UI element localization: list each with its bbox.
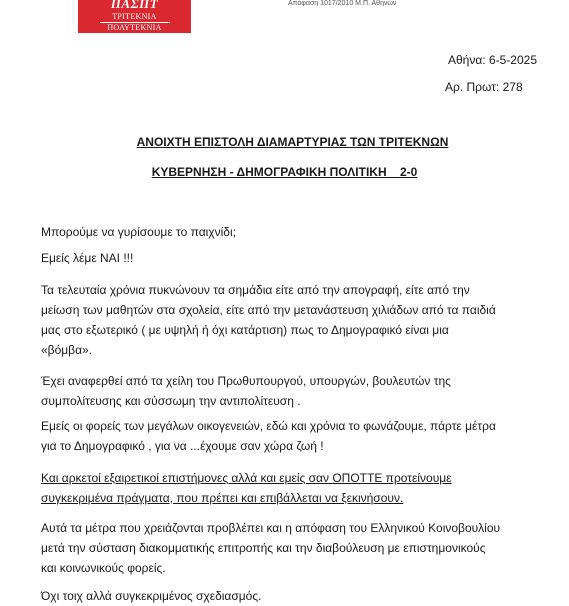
organization-logo (78, 0, 191, 33)
letter-title: ΑΝΟΙΧΤΗ ΕΠΙΣΤΟΛΗ ΔΙΑΜΑΡΤΥΡΙΑΣ ΤΩΝ ΤΡΙΤΕΚΝΩΝ (136, 135, 449, 149)
paragraph-parliament-decision: Αυτά τα μέτρα που χρειάζονται προβλέπει και η απόφαση του Ελληνικού Κοινοβουλίου μετά την σύσταση διακομματικής επιτροπής και την διαβούλευση με επιστημονικούς και κοινωνικούς φορείς. (41, 521, 501, 575)
logo-line-tritekneia: ΤΡΙΤΕΚΝΙΑ (112, 12, 157, 21)
paragraph-planning: Όχι τοιχ αλλά συγκεκριμένος σχεδιασμός. (41, 589, 262, 603)
logo-top-text: ΠΑΣΠΤ (110, 0, 159, 10)
paragraph-answer: Εμείς λέμε ΝΑΙ !!! (41, 251, 134, 265)
letter-date: Αθήνα: 6-5-2025 (448, 53, 537, 67)
protocol-number: Αρ. Πρωτ: 278 (445, 80, 523, 94)
paragraph-proposals: Και αρκετοί εξαιρετικοί επιστήμονες αλλά και εμείς σαν ΟΠΟΤΤΕ προτείνουμε συγκεκριμένα πράγματα, που πρέπει και επιβάλλεται να ξεκινήσουν. (41, 471, 452, 505)
paragraph-demographic-signs: Τα τελευταία χρόνια πυκνώνουν τα σημάδια είτε από την απογραφή, είτε από την μείωση των μαθητών στα σχολεία, είτε από την μετανάστευση χιλιάδων από τα παιδιά μας στο εξωτερικό ( με υψηλή ή όχι κατάρτιση) πως το Δημογραφικό είναι μια «βόμβα». (41, 283, 496, 357)
logo-line-polytekneia: ΠΟΛΥΤΕΚΝΙΑ (107, 23, 162, 32)
paragraph-political-mentions: Έχει αναφερθεί από τα χείλη του Πρωθυπουργού, υπουργών, βουλευτών της συμπολίτευσης και σύσσωμη την αντιπολίτευση . (41, 374, 451, 408)
paragraph-question: Μπορούμε να γυρίσουμε το παιχνίδι; (41, 225, 236, 239)
legal-registration-note: Απόφαση 1017/2010 Μ.Π. Αθηνών (288, 0, 397, 6)
paragraph-large-families-call: Εμείς οι φορείς των μεγάλων οικογενειών, εδώ και χρόνια το φωνάζουμε, πάρτε μέτρα για το Δημογραφικό , για να ...έχουμε σαν χώρα ζωή ! (41, 419, 496, 453)
letter-subtitle: ΚΥΒΕΡΝΗΣΗ - ΔΗΜΟΓΡΑΦΙΚΗ ΠΟΛΙΤΙΚΗ 2-0 (151, 165, 418, 179)
